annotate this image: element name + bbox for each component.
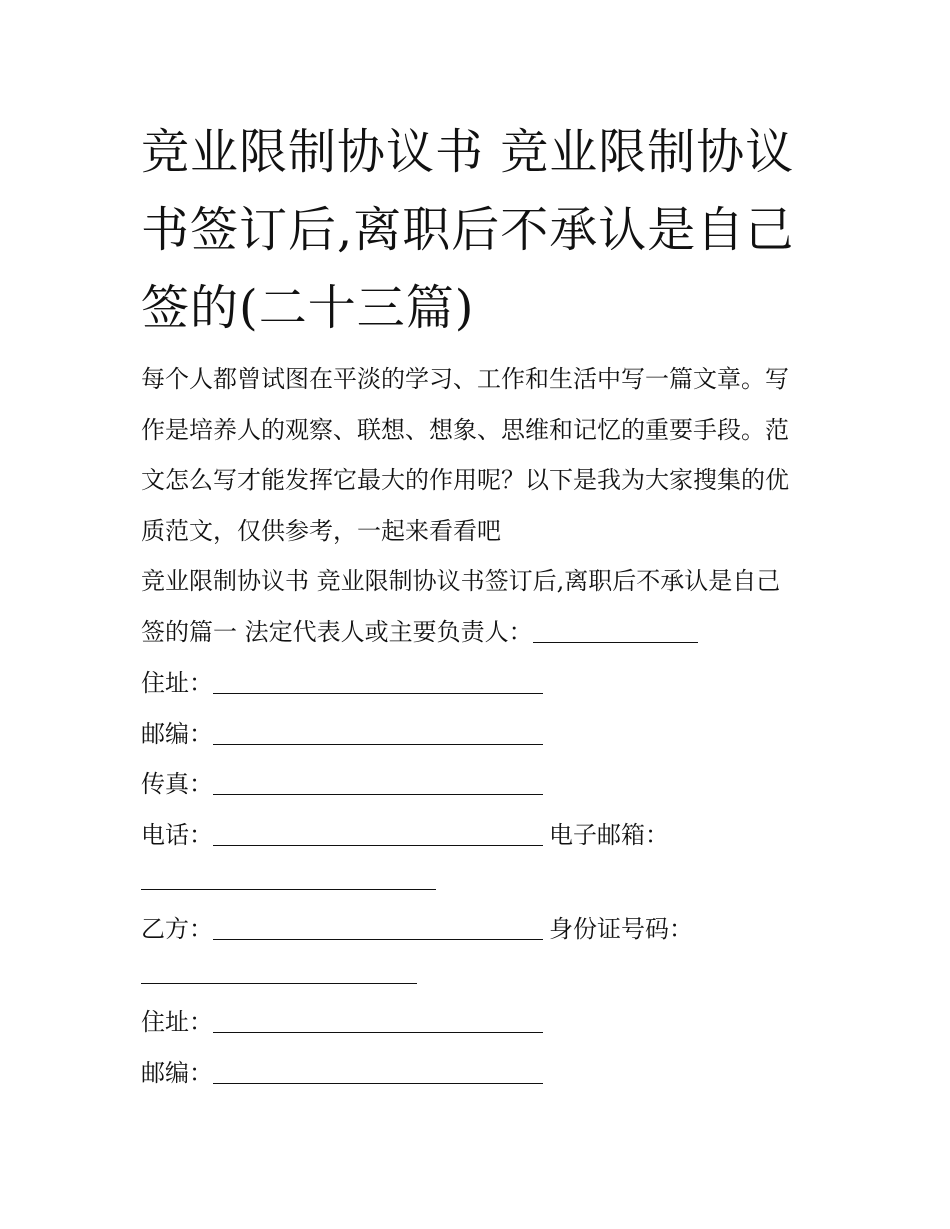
title-line: 书签订后,离职后不承认是自己	[141, 202, 795, 258]
document-title	[141, 113, 821, 347]
section-heading: 竞业限制协议书 竞业限制协议书签订后,离职后不承认是自己	[141, 567, 781, 595]
postcode-blank	[213, 720, 543, 745]
postcode-blank	[213, 1059, 543, 1084]
id-number-blank-row	[141, 957, 417, 989]
phone-blank	[213, 821, 543, 846]
intro-paragraph-line: 每个人都曾试图在平淡的学习、工作和生活中写一篇文章。写	[141, 365, 789, 393]
email-blank-row	[141, 863, 436, 895]
title-line: 签的(二十三篇)	[141, 280, 475, 336]
email-label: 电子邮箱：	[549, 821, 669, 849]
intro-paragraph-line: 作是培养人的观察、联想、想象、思维和记忆的重要手段。范	[141, 416, 789, 444]
address-row	[141, 667, 543, 699]
legal-representative-row	[141, 616, 698, 648]
email-blank	[141, 865, 436, 890]
postcode-row	[141, 1057, 543, 1089]
party-b-label: 乙方：	[141, 915, 213, 943]
fax-blank	[213, 770, 543, 795]
address-row	[141, 1006, 543, 1038]
phone-row	[141, 819, 669, 851]
id-number-label: 身份证号码：	[549, 915, 693, 943]
legal-representative-blank	[533, 618, 698, 643]
title-line: 竞业限制协议书 竞业限制协议	[141, 124, 795, 180]
intro-paragraph-line: 质范文，仅供参考，一起来看看吧	[141, 517, 501, 545]
address-label: 住址：	[141, 1008, 213, 1036]
intro-paragraph-line: 文怎么写才能发挥它最大的作用呢？以下是我为大家搜集的优	[141, 466, 789, 494]
address-blank	[213, 1008, 543, 1033]
phone-label: 电话：	[141, 821, 213, 849]
legal-representative-label: 签的篇一 法定代表人或主要负责人：	[141, 618, 533, 646]
postcode-row	[141, 718, 543, 750]
address-blank	[213, 669, 543, 694]
fax-label: 传真：	[141, 770, 213, 798]
postcode-label: 邮编：	[141, 720, 213, 748]
id-number-blank	[141, 959, 417, 984]
party-b-row	[141, 913, 693, 945]
party-b-blank	[213, 915, 543, 940]
postcode-label: 邮编：	[141, 1059, 213, 1087]
address-label: 住址：	[141, 669, 213, 697]
fax-row	[141, 768, 543, 800]
